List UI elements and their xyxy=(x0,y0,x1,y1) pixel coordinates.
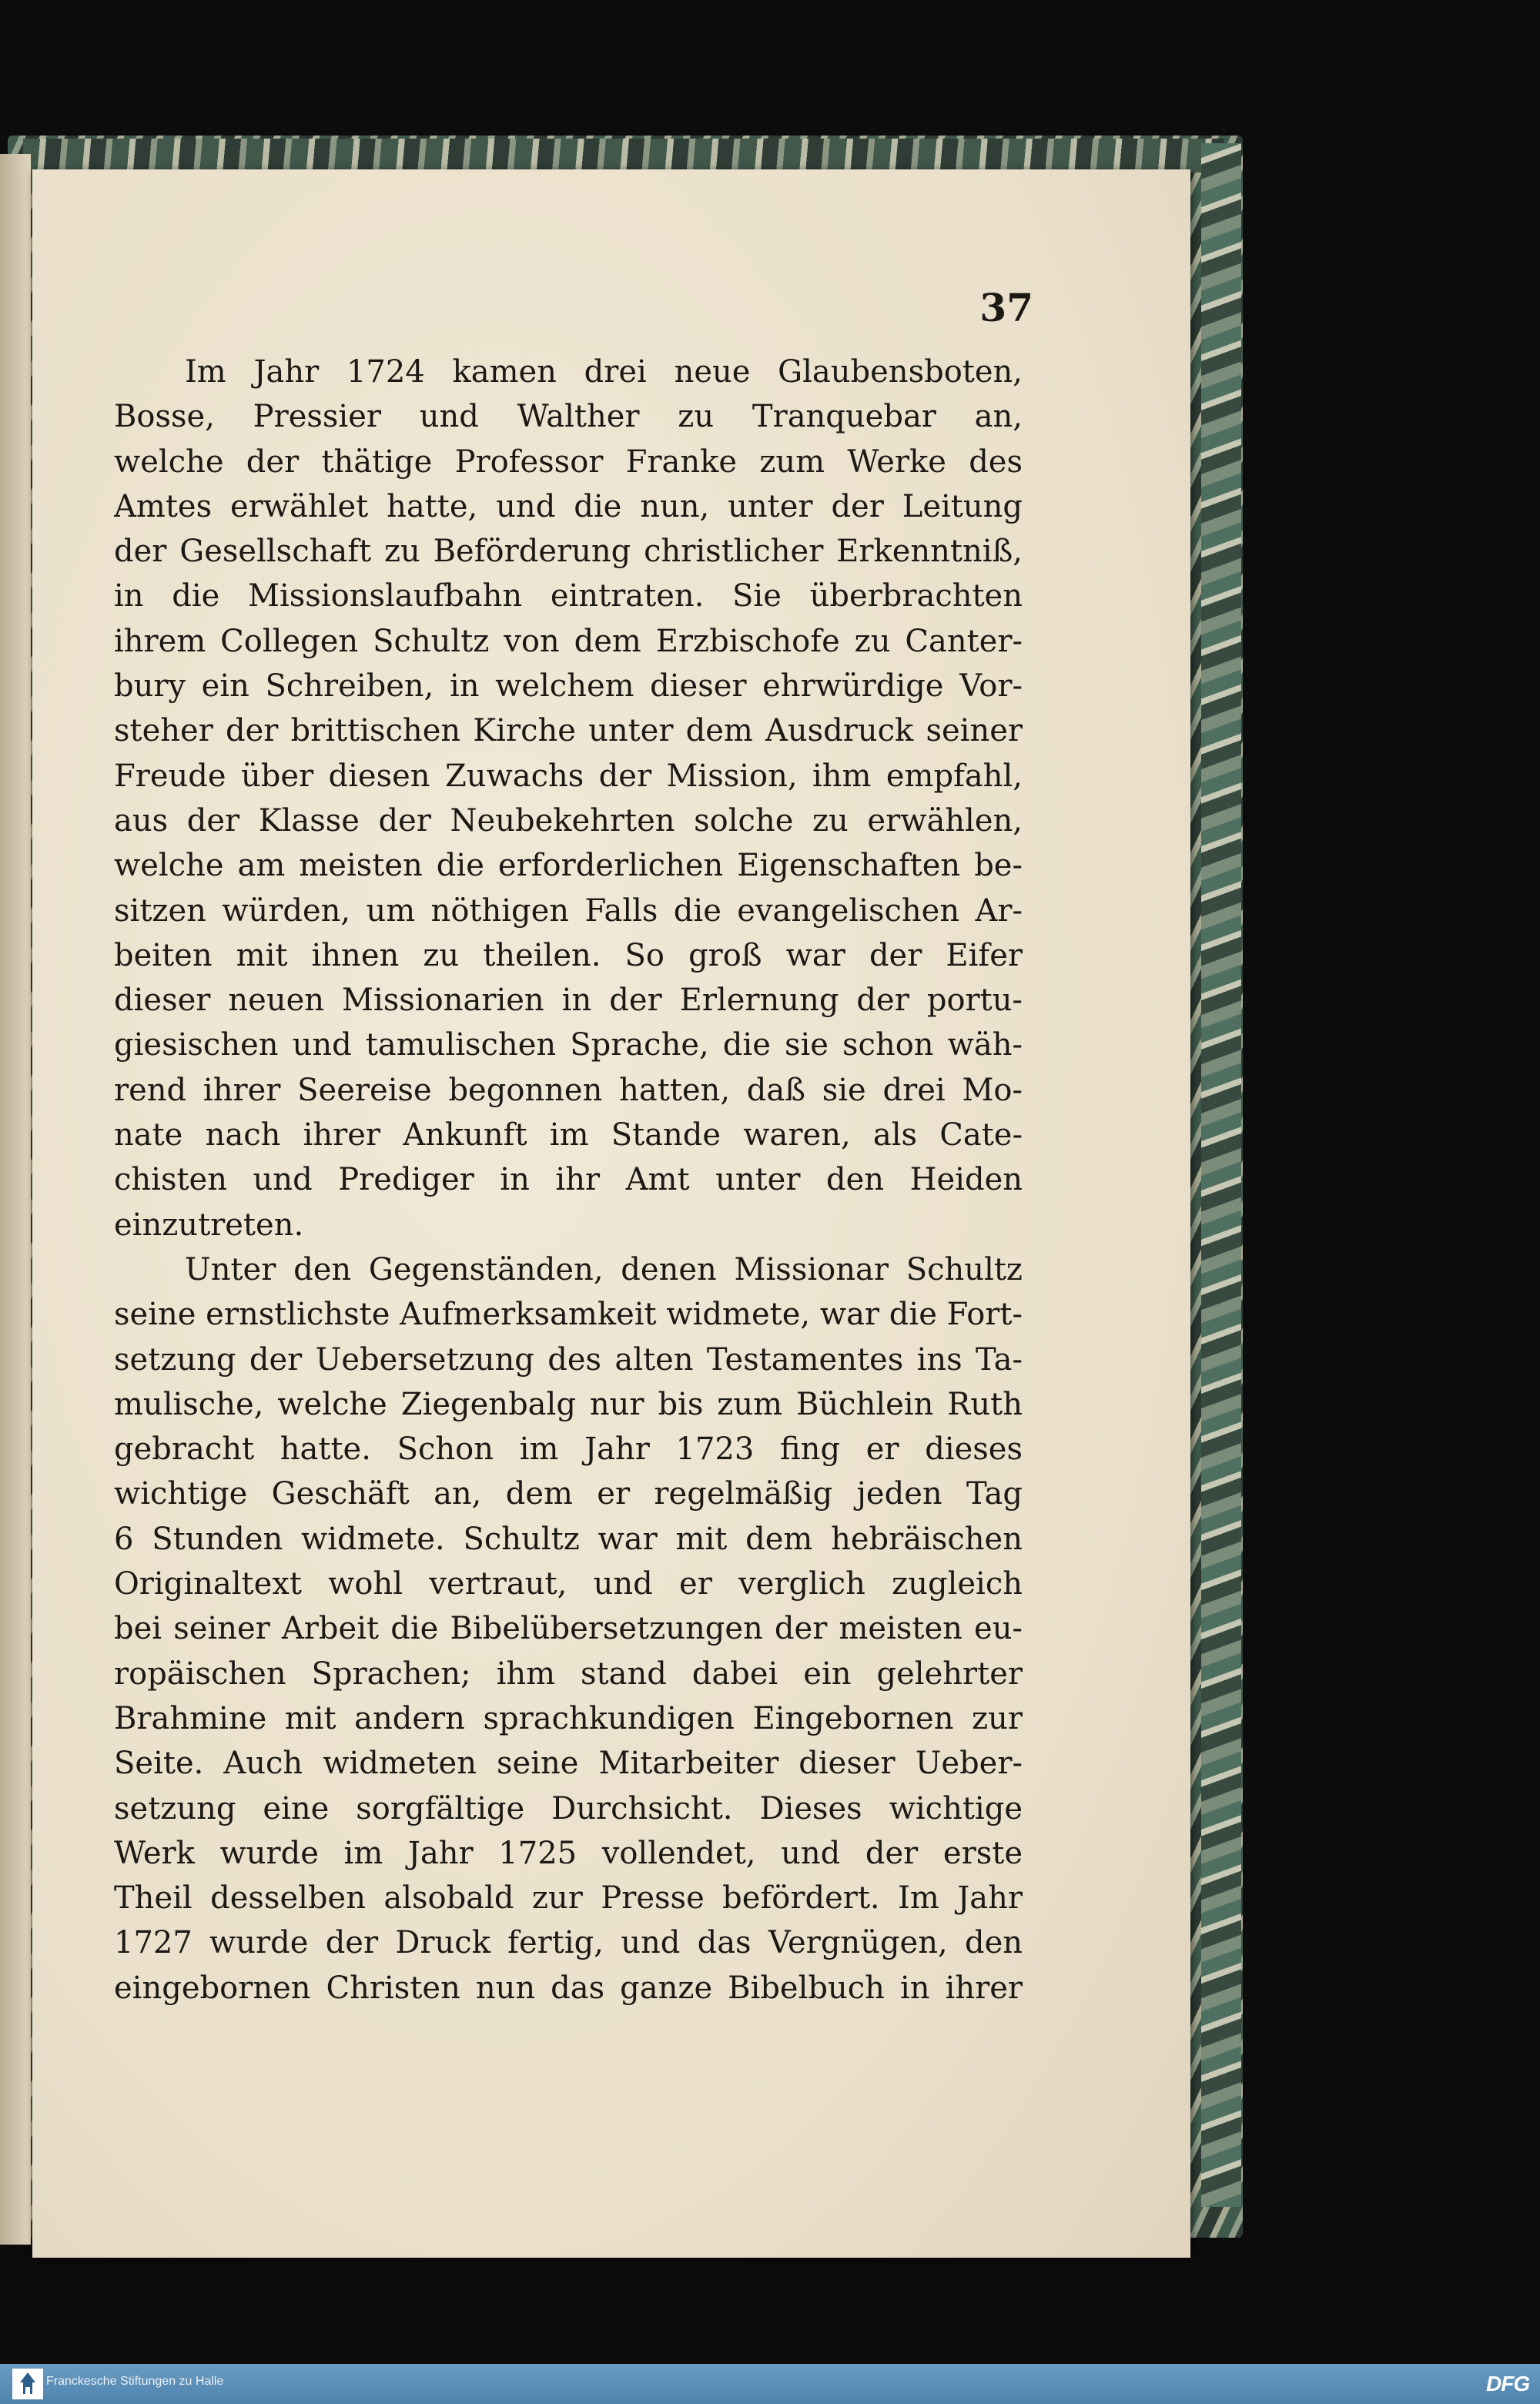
text-line: Freude über diesen Zuwachs der Mission, ihm empfahl, xyxy=(114,758,1023,794)
text-line: Theil desselben alsobald zur Presse befördert. Im Jahr xyxy=(114,1880,1023,1917)
text-line: welche der thätige Professor Franke zum Werke des xyxy=(114,444,1023,480)
text-line: setzung eine sorgfältige Durchsicht. Dieses wichtige xyxy=(114,1790,1023,1826)
text-line: der Gesellschaft zu Beförderung christlicher Erkenntniß, xyxy=(114,534,1023,570)
text-line: dieser neuen Missionarien in der Erlernung der portu- xyxy=(114,983,1023,1019)
text-line: Werk wurde im Jahr 1725 vollendet, und der erste xyxy=(114,1835,1023,1871)
text-line: chisten und Prediger in ihr Amt unter den Heiden xyxy=(114,1162,1023,1198)
text-line: mulische, welche Ziegenbalg nur bis zum Büchlein Ruth xyxy=(114,1386,1023,1422)
text-line: ropäischen Sprachen; ihm stand dabei ein gelehrter xyxy=(114,1656,1023,1692)
text-line: bei seiner Arbeit die Bibelübersetzungen der meisten eu- xyxy=(114,1611,1023,1647)
dfg-logo: DFG xyxy=(1486,2372,1530,2396)
text-line: nate nach ihrer Ankunft im Stande waren, als Cate- xyxy=(114,1117,1023,1153)
text-line: sitzen würden, um nöthigen Falls die evangelischen Ar- xyxy=(114,892,1023,929)
page-number: 37 xyxy=(979,285,1033,330)
text-line: steher der brittischen Kirche unter dem Ausdruck seiner xyxy=(114,713,1023,749)
text-line: seine ernstlichste Aufmerksamkeit widmete, war die Fort- xyxy=(114,1297,1023,1333)
text-line: Unter den Gegenständen, denen Missionar Schultz xyxy=(185,1251,1023,1287)
text-line: Seite. Auch widmeten seine Mitarbeiter dieser Ueber- xyxy=(114,1746,1023,1782)
text-line: welche am meisten die erforderlichen Eigenschaften be- xyxy=(114,848,1023,884)
text-line: 1727 wurde der Druck fertig, und das Vergnügen, den xyxy=(114,1925,1023,1961)
text-line: eingebornen Christen nun das ganze Bibelbuch in ihrer xyxy=(114,1970,1023,2006)
text-line: einzutreten. xyxy=(114,1207,304,1243)
text-line: setzung der Uebersetzung des alten Testamentes ins Ta- xyxy=(114,1341,1023,1378)
text-line: in die Missionslaufbahn eintraten. Sie überbrachten xyxy=(114,578,1023,614)
facing-page-edge xyxy=(0,154,31,2245)
text-line: aus der Klasse der Neubekehrten solche zu erwählen, xyxy=(114,802,1023,839)
text-line: Amtes erwählet hatte, und die nun, unter der Leitung xyxy=(114,488,1023,524)
text-line: beiten mit ihnen zu theilen. So groß war der Eifer xyxy=(114,937,1023,973)
text-line: Bosse, Pressier und Walther zu Tranquebar an, xyxy=(114,399,1023,435)
text-line: Originaltext wohl vertraut, und er verglich zugleich xyxy=(114,1566,1023,1602)
text-line: Brahmine mit andern sprachkundigen Eingebornen zur xyxy=(114,1700,1023,1736)
footer-bar xyxy=(0,2364,1540,2404)
text-line: gebracht hatte. Schon im Jahr 1723 fing er dieses xyxy=(114,1431,1023,1468)
text-line: rend ihrer Seereise begonnen hatten, daß sie drei Mo- xyxy=(114,1072,1023,1108)
text-line: bury ein Schreiben, in welchem dieser ehrwürdige Vor- xyxy=(114,668,1023,705)
marbled-cover-right-edge xyxy=(1201,143,1241,2207)
institution-logo-icon xyxy=(12,2369,43,2399)
page-text xyxy=(114,350,1023,2011)
text-line: wichtige Geschäft an, dem er regelmäßig jeden Tag xyxy=(114,1476,1023,1512)
text-line: Im Jahr 1724 kamen drei neue Glaubensboten, xyxy=(185,354,1023,390)
text-line: ihrem Collegen Schultz von dem Erzbischofe zu Canter- xyxy=(114,623,1023,659)
text-line: giesischen und tamulischen Sprache, die sie schon wäh- xyxy=(114,1027,1023,1063)
institution-name: Franckesche Stiftungen zu Halle xyxy=(46,2375,224,2388)
marbled-cover-top-edge xyxy=(23,139,1224,172)
text-line: 6 Stunden widmete. Schultz war mit dem hebräischen xyxy=(114,1521,1023,1557)
